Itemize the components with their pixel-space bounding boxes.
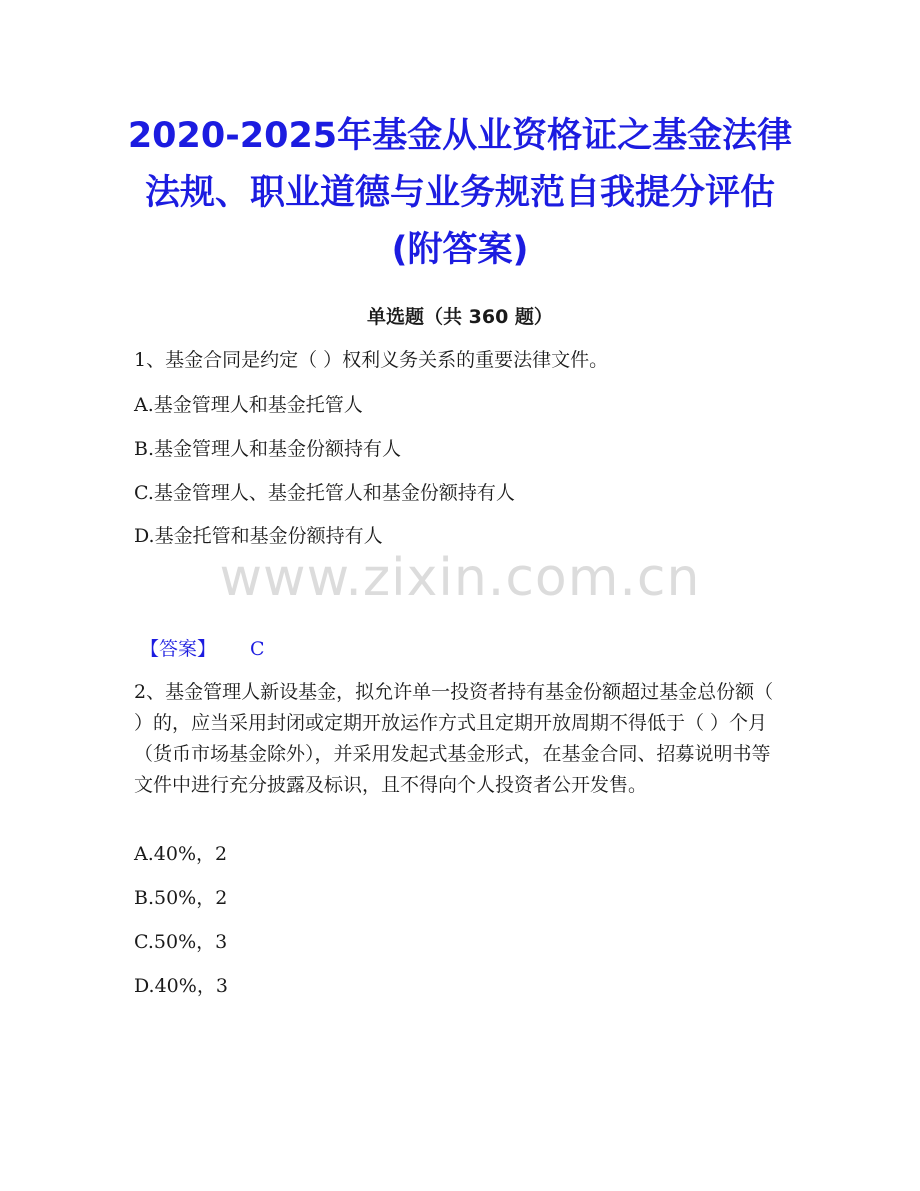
question-2-option-b: B.50%，2 [134,887,228,909]
question-1-stem: 1、基金合同是约定（ ）权利义务关系的重要法律文件。 [134,349,609,371]
section-heading: 单选题（共 360 题） [367,306,553,328]
document-title: 2020-2025年基金从业资格证之基金法律法规、职业道德与业务规范自我提分评估(附答案) [127,116,793,270]
question-1-option-c: C.基金管理人、基金托管人和基金份额持有人 [134,482,515,504]
question-1-option-b: B.基金管理人和基金份额持有人 [134,438,402,460]
watermark: www.zixin.com.cn [219,548,701,608]
question-2-option-a: A.40%，2 [134,843,228,865]
answer-value: C [250,638,265,660]
question-2-option-c: C.50%，3 [134,931,228,953]
question-1-option-a: A.基金管理人和基金托管人 [134,394,363,416]
answer-label: 【答案】 [140,638,217,660]
question-1-answer [140,635,265,663]
question-2-stem: 2、基金管理人新设基金，拟允许单一投资者持有基金份额超过基金总份额（ ）的，应当采用封闭或定期开放运作方式且定期开放周期不得低于（ ）个月（货币市场基金除外），并采用发起式基金形式，在基金合同、招募说明书等文件中进行充分披露及标识，且不得向个人投资者公开发售。 [134,681,774,796]
question-2-option-d: D.40%，3 [134,975,228,997]
question-1-option-d: D.基金托管和基金份额持有人 [134,525,383,547]
